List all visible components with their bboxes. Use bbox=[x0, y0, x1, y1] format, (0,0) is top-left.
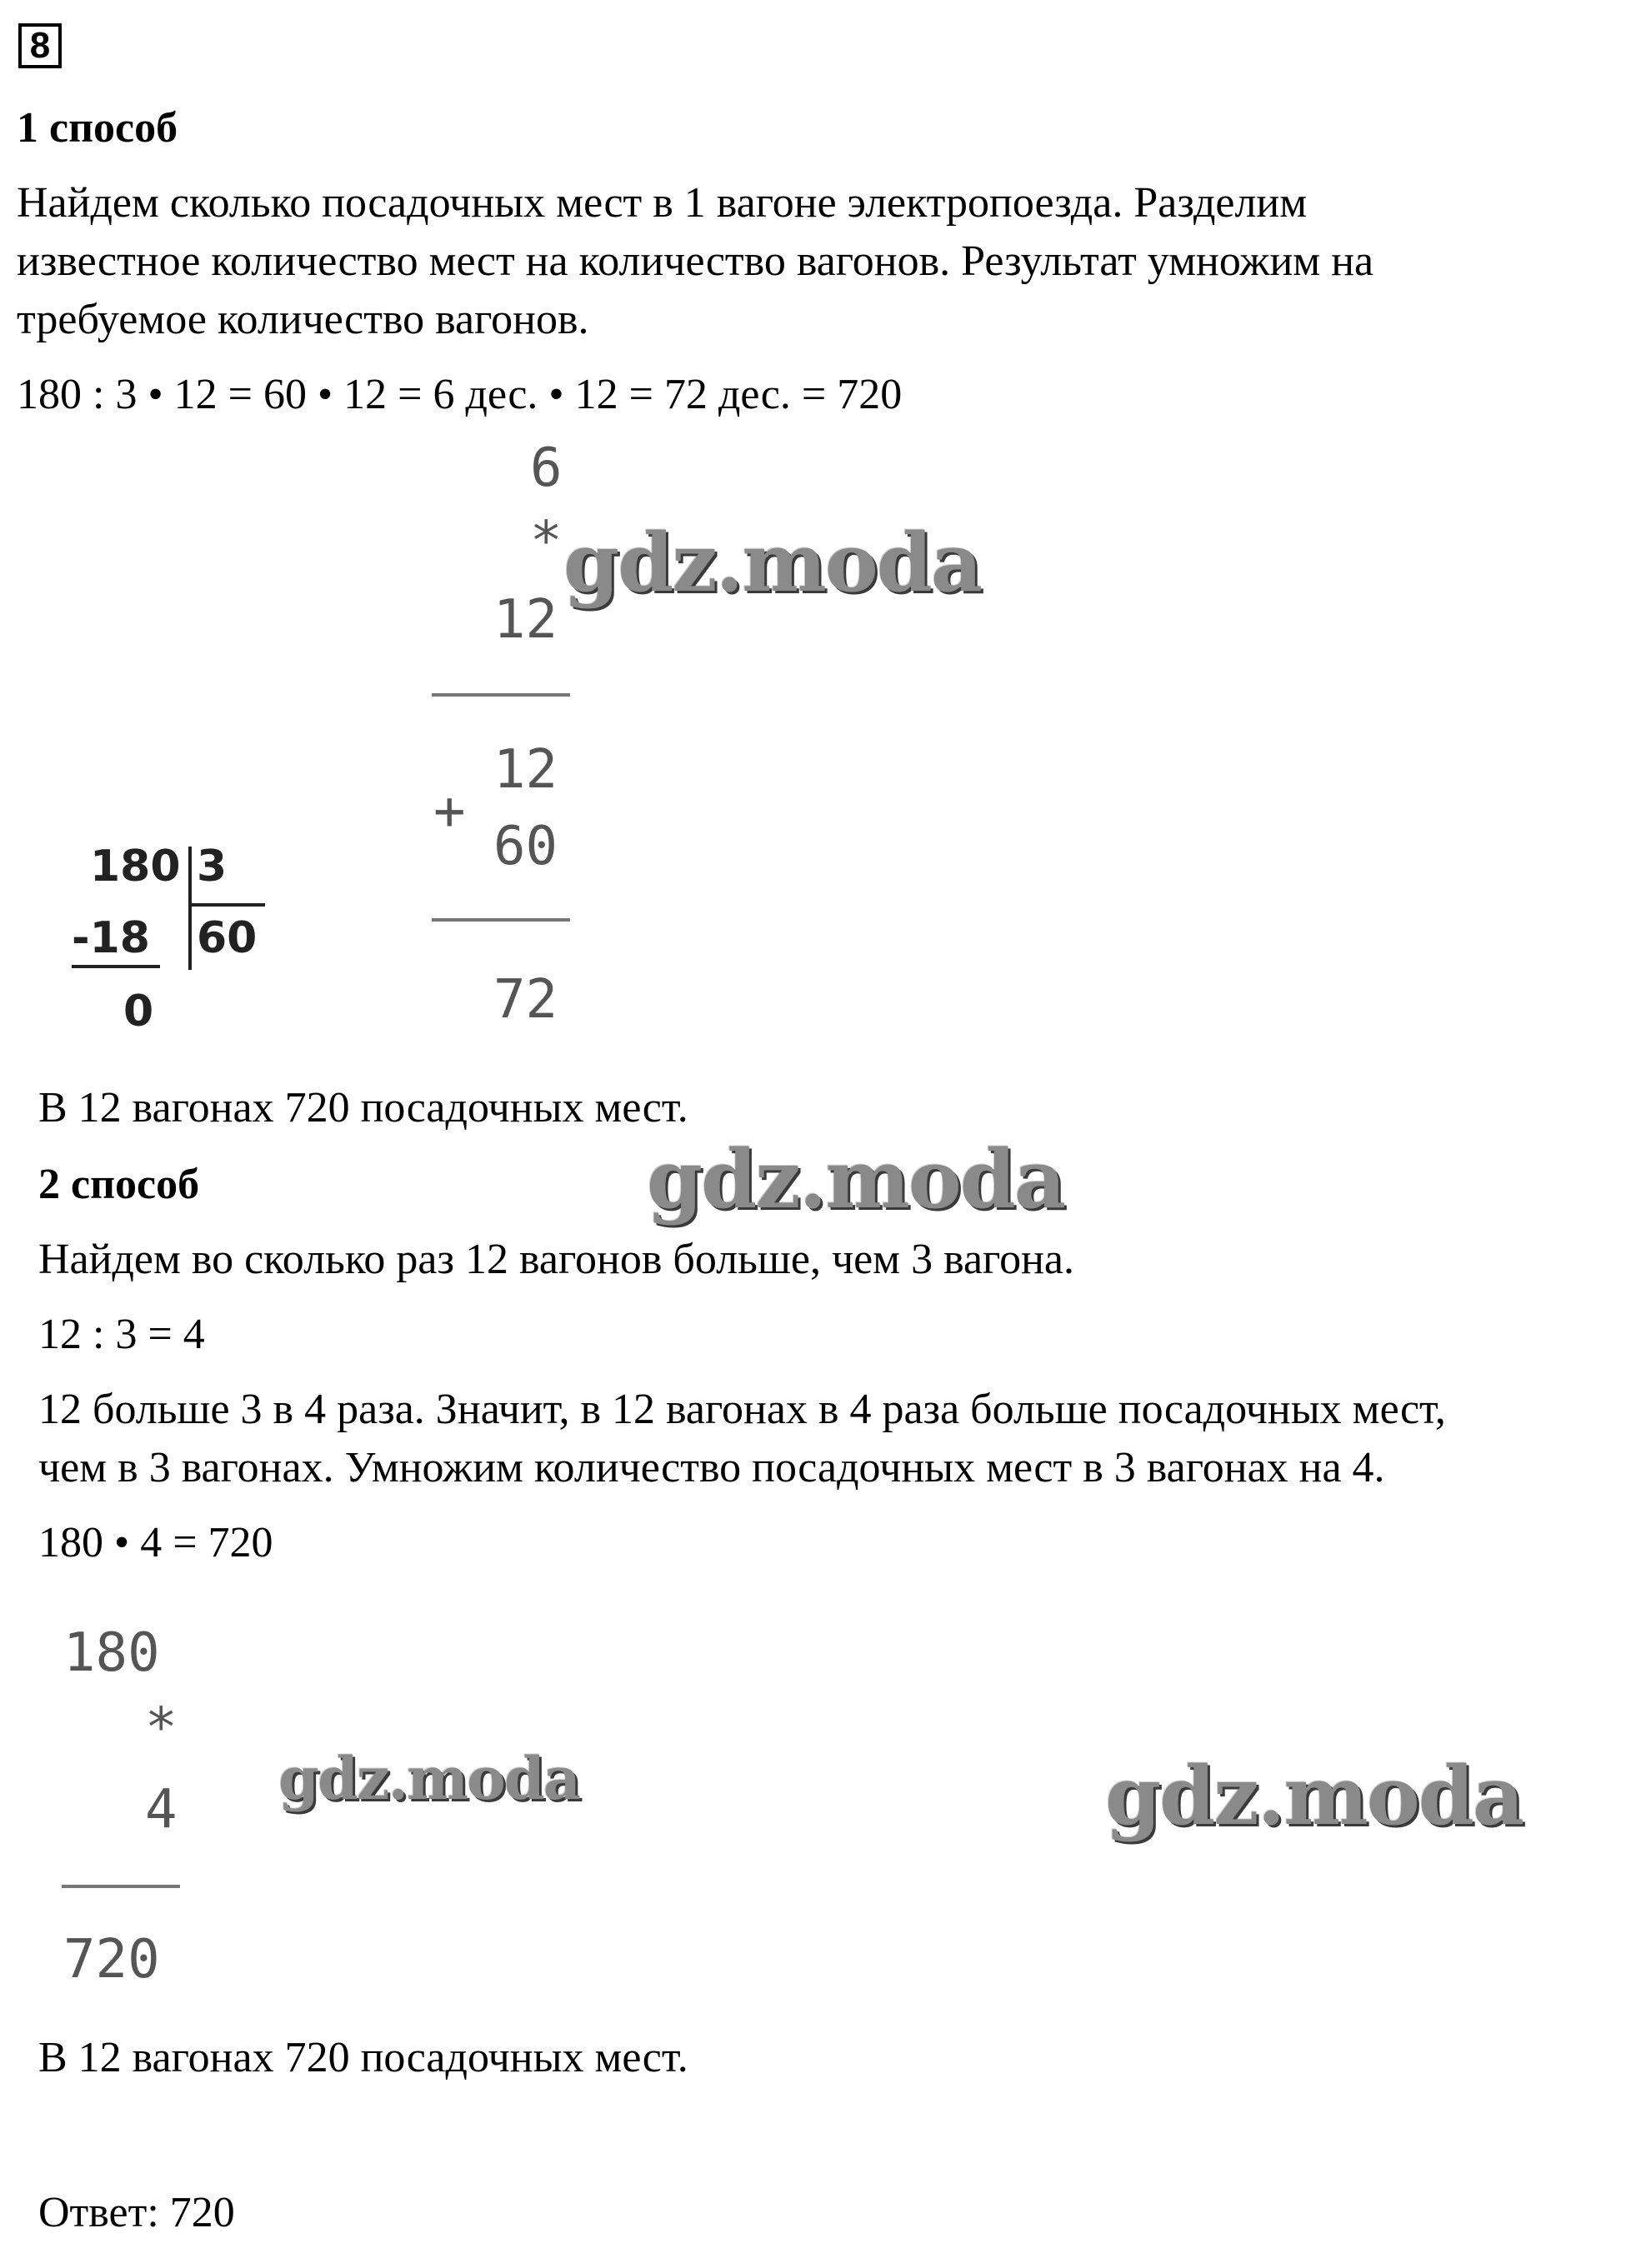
mult-bottom-number: 12 bbox=[493, 589, 558, 651]
method2-heading: 2 способ bbox=[38, 1161, 200, 1208]
mult-rule-2 bbox=[432, 918, 570, 922]
method1-answer-line: В 12 вагонах 720 посадочных мест. bbox=[38, 1084, 688, 1132]
method1-text-line3: требуемое количество вагонов. bbox=[17, 296, 589, 343]
method1-text-line1: Найдем сколько посадочных мест в 1 вагоне электропоезда. Разделим bbox=[17, 179, 1308, 227]
method2-text-line2: 12 больше 3 в 4 раза. Значит, в 12 вагонах в 4 раза больше посадочных мест, bbox=[38, 1386, 1446, 1433]
watermark-1: gdz.moda bbox=[563, 516, 982, 610]
mult-plus-sign: + bbox=[433, 781, 466, 842]
method2-text-line3: чем в 3 вагонах. Умножим количество посадочных мест в 3 вагонах на 4. bbox=[38, 1444, 1385, 1491]
division-remainder: 0 bbox=[123, 987, 154, 1037]
mult-rule-1 bbox=[432, 693, 570, 697]
method1-heading: 1 способ bbox=[17, 104, 178, 152]
watermark-2: gdz.moda bbox=[647, 1132, 1065, 1226]
mult-operator: * bbox=[530, 511, 563, 572]
mult-top-number: 6 bbox=[530, 437, 563, 499]
method2-text-line1: Найдем во сколько раз 12 вагонов больше, чем 3 вагона. bbox=[38, 1236, 1074, 1283]
mult-partial-1: 12 bbox=[493, 739, 558, 801]
division-subtract-line bbox=[72, 965, 160, 968]
method1-equation: 180 : 3 • 12 = 60 • 12 = 6 дес. • 12 = 72 дес. = 720 bbox=[17, 371, 903, 418]
division-vertical-line bbox=[188, 847, 192, 970]
watermark-4: gdz.moda bbox=[1105, 1749, 1523, 1843]
mult2-bottom-number: 4 bbox=[145, 1779, 178, 1841]
division-quotient: 60 bbox=[197, 913, 258, 963]
division-divisor-line bbox=[190, 903, 265, 907]
division-divisor: 3 bbox=[197, 842, 228, 892]
final-answer: Ответ: 720 bbox=[38, 2189, 235, 2236]
method1-text-line2: известное количество мест на количество вагонов. Результат умножим на bbox=[17, 237, 1374, 285]
division-subtract: -18 bbox=[72, 913, 150, 963]
watermark-3: gdz.moda bbox=[278, 1744, 580, 1813]
mult2-result: 720 bbox=[63, 1929, 160, 1991]
method2-equation2: 180 • 4 = 720 bbox=[38, 1519, 273, 1566]
mult2-rule bbox=[62, 1885, 180, 1888]
mult-result: 72 bbox=[493, 969, 558, 1031]
division-dividend: 180 bbox=[90, 842, 181, 892]
task-number-box: 8 bbox=[18, 23, 62, 68]
method2-answer-line: В 12 вагонах 720 посадочных мест. bbox=[38, 2034, 688, 2081]
mult2-top-number: 180 bbox=[63, 1622, 160, 1684]
method2-equation1: 12 : 3 = 4 bbox=[38, 1311, 205, 1358]
mult2-operator: * bbox=[145, 1697, 178, 1759]
mult-partial-2: 60 bbox=[493, 816, 558, 877]
